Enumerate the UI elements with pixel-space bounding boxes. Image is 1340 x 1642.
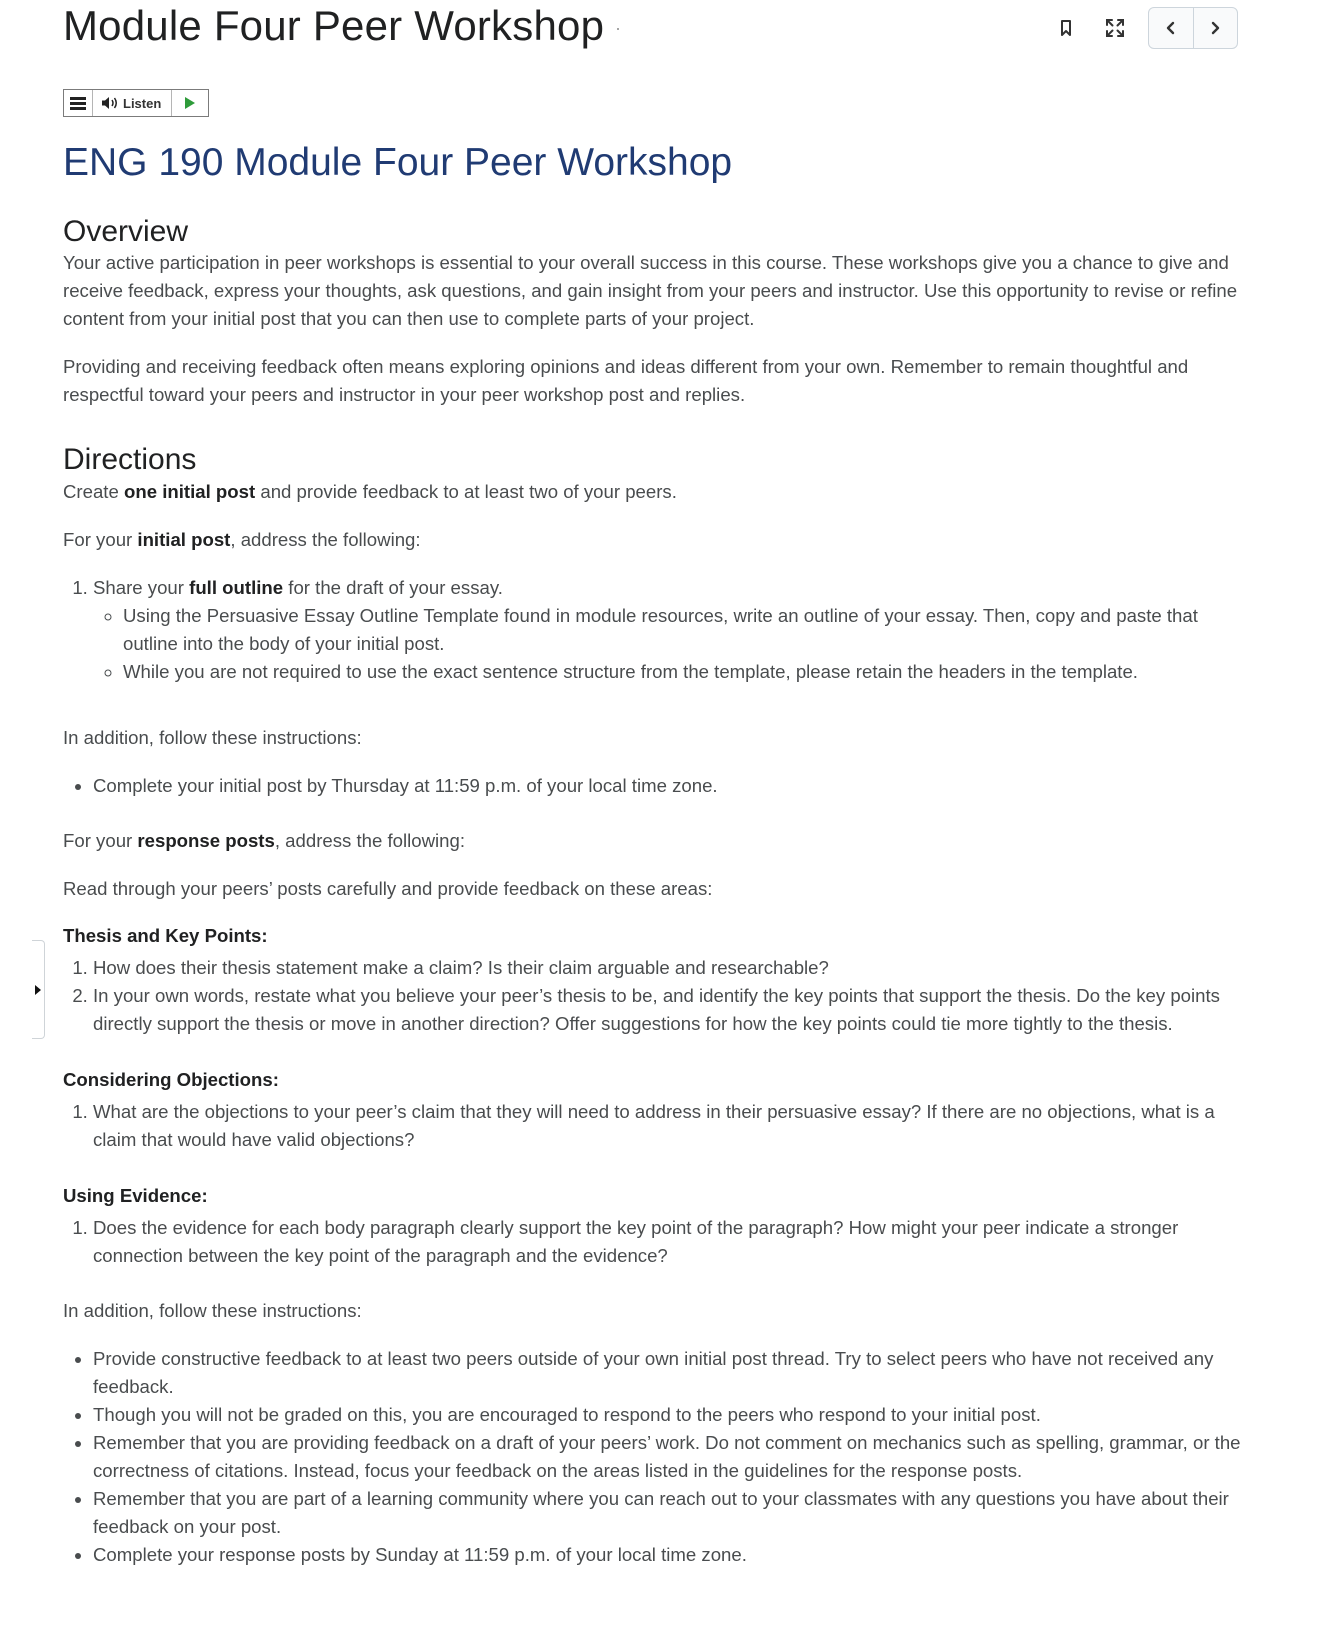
play-icon bbox=[184, 96, 196, 110]
page-title: Module Four Peer Workshop bbox=[63, 2, 605, 49]
readspeaker-listen-bar bbox=[63, 89, 209, 117]
play-button[interactable] bbox=[172, 90, 208, 116]
directions-heading: Directions bbox=[63, 443, 197, 477]
initial-post-list bbox=[63, 574, 1243, 686]
next-button[interactable] bbox=[1193, 8, 1238, 48]
chevron-left-icon bbox=[1165, 20, 1177, 36]
response-instructions-list bbox=[63, 1345, 1243, 1569]
chevron-right-icon bbox=[1209, 20, 1221, 36]
listen-menu-button[interactable] bbox=[64, 90, 93, 116]
decorative-dot bbox=[617, 28, 619, 30]
list-item: • Remember that you are part of a learning community where you can reach out to your classmates with any questions you have about their feedback on your post. bbox=[93, 1485, 1243, 1541]
bookmark-icon bbox=[1059, 19, 1073, 37]
addition-instructions-intro-2: In addition, follow these instructions: bbox=[63, 1299, 362, 1321]
top-toolbar bbox=[1046, 8, 1135, 48]
list-item: 1. What are the objections to your peer’s claim that they will need to address in their persuasive essay? If there are no objections, what is a claim that would have valid objections? bbox=[93, 1098, 1243, 1154]
list-item: ◦ While you are not required to use the exact sentence structure from the template, please retain the headers in the template. bbox=[123, 658, 1243, 686]
list-item: • Complete your response posts by Sunday at 11:59 p.m. of your local time zone. bbox=[93, 1541, 1243, 1569]
speaker-icon bbox=[101, 96, 119, 110]
addition-instructions-intro-1: In addition, follow these instructions: bbox=[63, 726, 362, 748]
list-item: • Remember that you are providing feedback on a draft of your peers’ work. Do not comment on mechanics such as spelling, grammar, or the correctness of citations. Instead, focus your feedback on the areas listed in the guidelines for the response posts. bbox=[93, 1429, 1243, 1485]
response-posts-intro: For your response posts, address the following: bbox=[63, 829, 466, 851]
list-item: 1. Share your full outline for the draft of your essay. ◦ Using the Persuasive Essay Outline Template found in module resources, write an outline of your essay. Then, copy and paste that outline into the body of your initial post. ◦ While you are not required to use the exact sentence structure from the template, please retain the headers in the template. bbox=[93, 574, 1243, 686]
initial-post-sublist bbox=[93, 602, 1243, 686]
fullscreen-button[interactable] bbox=[1095, 8, 1135, 48]
expand-icon bbox=[1105, 18, 1125, 38]
previous-button[interactable] bbox=[1149, 8, 1193, 48]
listen-button[interactable] bbox=[93, 90, 172, 116]
overview-paragraph-1: Your active participation in peer workshops is essential to your overall success in this course. These workshops give you a chance to give and receive feedback, express your thoughts, ask questions, and gain insight from your peers and instructor. Use this opportunity to revise or refine content from your initial post that you can then use to complete parts of your project. bbox=[63, 252, 1238, 330]
topic-navigation bbox=[1148, 7, 1238, 49]
list-item: 1. Does the evidence for each body paragraph clearly support the key point of the paragraph? How might your peer indicate a stronger connection between the key point of the paragraph and the evidence? bbox=[93, 1214, 1243, 1270]
directions-intro: Create one initial post and provide feedback to at least two of your peers. bbox=[63, 480, 677, 502]
objections-list bbox=[63, 1098, 1243, 1154]
overview-paragraph-2: Providing and receiving feedback often means exploring opinions and ideas different from your own. Remember to remain thoughtful and respectful toward your peers and instructor in your peer workshop post and replies. bbox=[63, 356, 1189, 406]
thesis-list bbox=[63, 954, 1243, 1038]
initial-instructions-list bbox=[63, 772, 1243, 800]
caret-right-icon bbox=[35, 985, 41, 995]
evidence-list bbox=[63, 1214, 1243, 1270]
listen-label: Listen bbox=[123, 95, 162, 111]
list-item: • Though you will not be graded on this, you are encouraged to respond to the peers who respond to your initial post. bbox=[93, 1401, 1243, 1429]
initial-post-intro: For your initial post, address the following: bbox=[63, 528, 421, 550]
list-item: • Provide constructive feedback to at least two peers outside of your own initial post thread. Try to select peers who have not received any feedback. bbox=[93, 1345, 1243, 1401]
menu-icon bbox=[70, 97, 86, 110]
list-item: • Complete your initial post by Thursday at 11:59 p.m. of your local time zone. bbox=[93, 772, 1243, 800]
list-item: ◦ Using the Persuasive Essay Outline Template found in module resources, write an outline of your essay. Then, copy and paste that outline into the body of your initial post. bbox=[123, 602, 1243, 658]
side-panel-toggle[interactable] bbox=[32, 940, 45, 1039]
list-item: 1. How does their thesis statement make a claim? Is their claim arguable and researchable? bbox=[93, 954, 1243, 982]
main-heading: ENG 190 Module Four Peer Workshop bbox=[63, 141, 733, 184]
objections-heading: Considering Objections: bbox=[63, 1068, 279, 1090]
topic-content bbox=[63, 140, 1243, 1569]
overview-heading: Overview bbox=[63, 214, 189, 248]
read-through-text: Read through your peers’ posts carefully and provide feedback on these areas: bbox=[63, 877, 713, 899]
list-item: 2. In your own words, restate what you believe your peer’s thesis to be, and identify the key points that support the thesis. Do the key points directly support the thesis or move in another direction? Offer suggestions for how the key points could tie more tightly to the thesis. bbox=[93, 982, 1243, 1038]
bookmark-button[interactable] bbox=[1046, 8, 1086, 48]
evidence-heading: Using Evidence: bbox=[63, 1184, 208, 1206]
thesis-heading: Thesis and Key Points: bbox=[63, 924, 268, 946]
